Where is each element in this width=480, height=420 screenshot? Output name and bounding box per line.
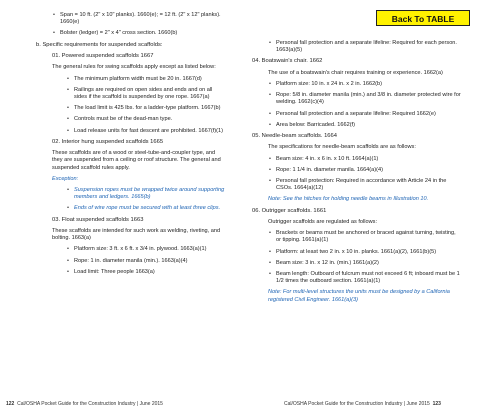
right-text-block: • Platform size: 10 in. x 24 in. x 2 in. 1662(b)	[268, 81, 462, 88]
left-text-block: • Controls must be of the dead-man type.	[66, 116, 226, 123]
left-page-number: 122	[6, 401, 15, 407]
back-to-table-button[interactable]: Back To TABLE	[376, 10, 470, 26]
right-text-block: Outrigger scaffolds are regulated as follows:	[268, 219, 378, 226]
right-text-block: • Rope: 5/8 in. diameter manila (min.) and 3/8 in. diameter protected wire for welding. 1662(c)(4)	[268, 92, 462, 106]
left-text-block: These scaffolds are of a wood or steel-tube-and-coupler type, and they are suspended from a ceiling or roof structure. The general and suspended scaffold rules apply.	[52, 150, 221, 171]
left-text-block: • Rope: 1 in. diameter manila (min.). 1663(a)(4)	[66, 258, 226, 265]
left-footer	[6, 401, 163, 407]
right-text-block: • Rope: 1 1/4 in. diameter manila. 1664(a)(4)	[268, 167, 462, 174]
left-text-block: • Span = 10 ft. (2" x 10" planks). 1660(e); = 12 ft. (2" x 12" planks). 1660(e)	[52, 12, 226, 26]
right-page-number: 123	[432, 401, 441, 407]
left-text-block: 03. Float suspended scaffolds 1663	[52, 216, 144, 223]
right-text-block: 04. Boatswain's chair. 1662	[252, 58, 323, 65]
right-text-block: • Platform: at least two 2 in. x 10 in. planks. 1661(a)(2), 1661(b)(5)	[268, 249, 462, 256]
left-text-block: • The minimum platform width must be 20 in. 1667(d)	[66, 76, 226, 83]
right-text-block: Note: See the hitches for holding needle beams in Illustration 10.	[268, 196, 429, 203]
left-text-block: • Ends of wire rope must be secured with at least three clips.	[66, 205, 226, 212]
left-footer-text: Cal/OSHA Pocket Guide for the Construction Industry | June 2015	[17, 401, 163, 407]
right-text-block: • Beam length: Outboard of fulcrum must not exceed 6 ft; inboard must be 1 1/2 times the outboard section. 1661(a)(1)	[268, 271, 462, 285]
left-text-block: These scaffolds are intended for such work as welding, riveting, and bolting. 1663(a)	[52, 228, 221, 242]
right-text-block: • Personal fall protection and a separate lifeline: Required for each person. 1663(a)(5)	[268, 40, 462, 54]
right-text-block: The specifications for needle-beam scaffolds are as follows:	[268, 144, 416, 151]
right-text-block: The use of a boatswain's chair requires training or experience. 1662(a)	[268, 69, 443, 76]
left-text-block: • Suspension ropes must be wrapped twice around supporting members and ledgers. 1665(b)	[66, 187, 226, 201]
left-text-block: • The load limit is 425 lbs. for a ladder-type platform. 1667(b)	[66, 105, 226, 112]
right-text-block: 05. Needle-beam scaffolds. 1664	[252, 133, 337, 140]
right-text-block: • Area below: Barricaded. 1662(f)	[268, 122, 462, 129]
left-text-block: • Bolster (ledger) = 2" x 4" cross section. 1660(b)	[52, 30, 226, 37]
right-text-block: • Beam size: 4 in. x 6 in. x 10 ft. 1664(a)(1)	[268, 156, 462, 163]
right-column	[252, 40, 462, 308]
right-text-block: • Beam size: 3 in. x 12 in. (min.) 1661(a)(2)	[268, 260, 462, 267]
right-text-block: 06. Outrigger scaffolds. 1661	[252, 207, 327, 214]
left-text-block: 02. Interior hung suspended scaffolds 1665	[52, 138, 164, 145]
left-column	[36, 12, 226, 280]
left-text-block: • Railings are required on open sides and ends and on all sides if the scaffold is suspended by one rope. 1667(a)	[66, 87, 226, 101]
right-page	[240, 0, 480, 420]
right-text-block: • Brackets or beams must be anchored or braced against turning, twisting, or tipping. 1661(a)(1)	[268, 230, 462, 244]
right-footer-text: Cal/OSHA Pocket Guide for the Construction Industry | June 2015	[284, 401, 430, 407]
left-text-block: • Platform size: 3 ft. x 6 ft. x 3/4 in. plywood. 1663(a)(1)	[66, 246, 226, 253]
right-text-block: Note: For multi-level structures the units must be designed by a California registered Civil Engineer. 1661(a)(3)	[268, 289, 450, 303]
left-text-block: • Load release units for fast descent are prohibited. 1667(f)(1)	[66, 128, 226, 135]
left-text-block: 01. Powered suspended scaffolds 1667	[52, 53, 154, 60]
left-text-block: Exception:	[52, 175, 79, 182]
left-text-block: The general rules for swing scaffolds apply except as listed below:	[52, 64, 216, 71]
left-text-block: • Load limit: Three people 1663(a)	[66, 269, 226, 276]
left-text-block: b. Specific requirements for suspended scaffolds:	[36, 41, 163, 48]
right-footer	[284, 401, 441, 407]
right-text-block: • Personal fall protection and a separate lifeline: Required 1662(e)	[268, 111, 462, 118]
right-text-block: • Personal fall protection: Required in accordance with Article 24 in the CSOs. 1664(a)(12)	[268, 178, 462, 192]
